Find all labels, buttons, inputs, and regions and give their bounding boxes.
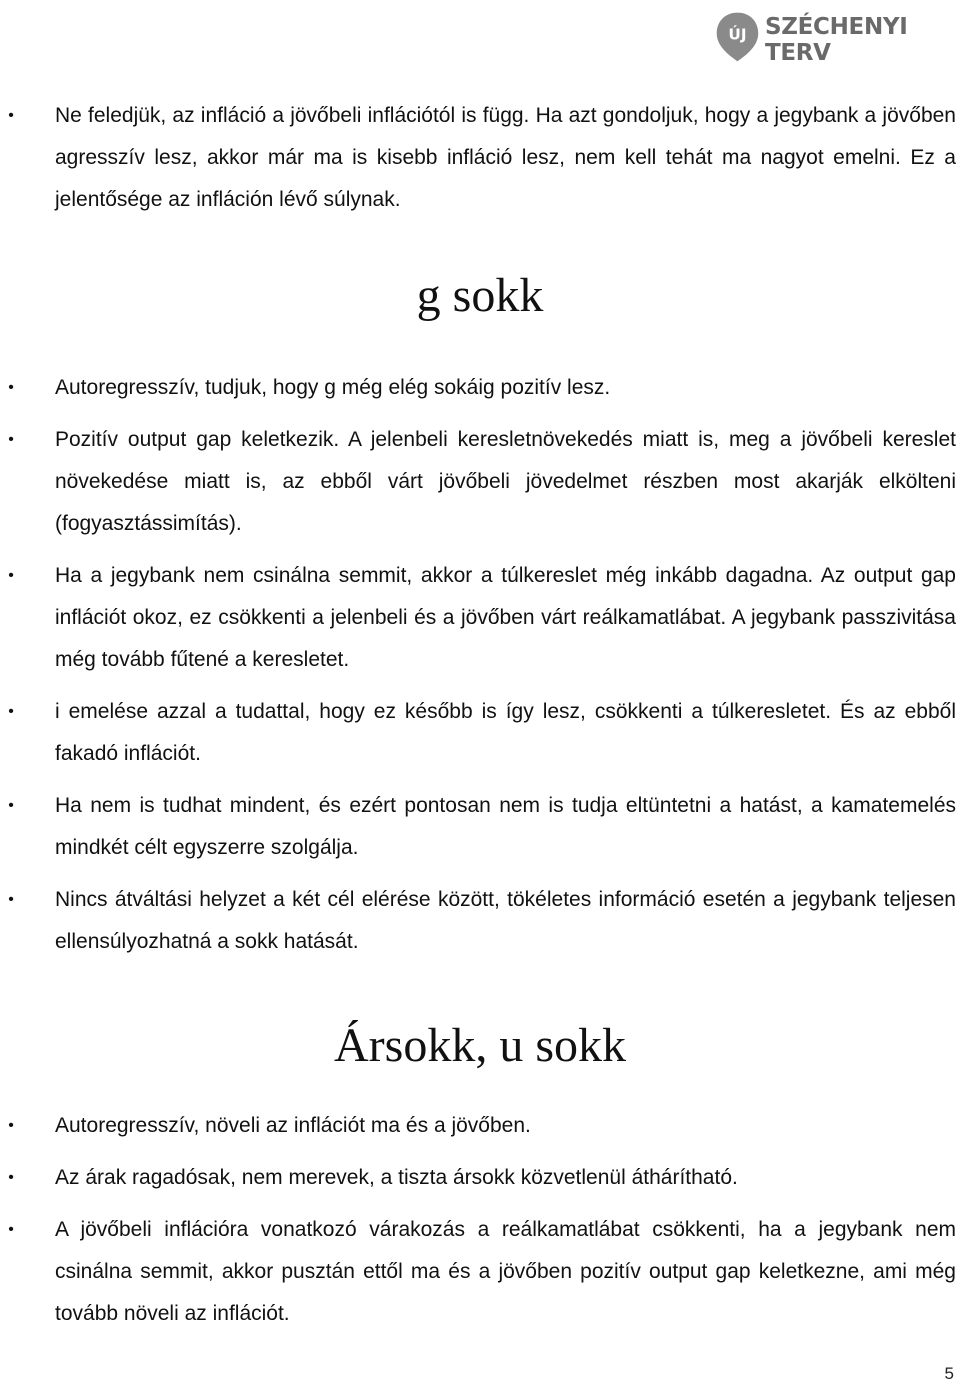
bullet-text: Ha nem is tudhat mindent, és ezért pontosan nem is tudja eltüntetni a hatást, a kamatemelés mindkét célt egyszerre szolgálja.: [55, 794, 956, 859]
list-item: [0, 785, 960, 869]
bullet-glyph: •: [8, 1169, 14, 1186]
list-item: [0, 691, 960, 775]
section-heading-g-sokk: g sokk: [416, 269, 544, 322]
bullet-text: Nincs átváltási helyzet a két cél elérése között, tökéletes információ esetén a jegybank teljesen ellensúlyozhatná a sokk hatását.: [55, 888, 956, 953]
bullet-text: Ha a jegybank nem csinálna semmit, akkor a túlkereslet még inkább dagadna. Az output gap inflációt okoz, ez csökkenti a jelenbeli és a jövőben várt reálkamatlábat. A jegybank passzivitása még tovább fűtené a keresletet.: [55, 564, 956, 671]
list-item: [0, 95, 960, 221]
arsokk-bullet-list: [0, 1105, 960, 1335]
uj-emblem-icon: [714, 8, 761, 66]
section-heading-arsokk: Ársokk, u sokk: [333, 1019, 626, 1072]
logo-text: SZÉCHENYI TERV: [764, 14, 908, 66]
g-sokk-bullet-list: [0, 367, 960, 963]
bullet-text: A jövőbeli inflációra vonatkozó várakozás a reálkamatlábat csökkenti, ha a jegybank nem csinálna semmit, akkor pusztán ettől ma és a jövőben pozitív output gap keletkezne, ami még tovább növeli az inflációt.: [55, 1218, 956, 1325]
list-item: [0, 367, 960, 409]
list-item: [0, 1157, 960, 1199]
emblem-text: ÚJ: [728, 25, 747, 44]
bullet-text: Autoregresszív, tudjuk, hogy g még elég sokáig pozitív lesz.: [55, 376, 611, 399]
bullet-glyph: •: [8, 1221, 14, 1238]
list-item: [0, 419, 960, 545]
bullet-text: Ne feledjük, az infláció a jövőbeli inflációtól is függ. Ha azt gondoljuk, hogy a jegybank a jövőben agresszív lesz, akkor már ma is kisebb infláció lesz, nem kell tehát ma nagyot emelni. Ez a jelentősége az infláción lévő súlynak.: [55, 104, 956, 211]
bullet-text: Autoregresszív, növeli az inflációt ma és a jövőben.: [55, 1114, 531, 1137]
bullet-glyph: •: [8, 1117, 14, 1134]
bullet-glyph: •: [8, 431, 14, 448]
bullet-text: Az árak ragadósak, nem merevek, a tiszta ársokk közvetlenül áthárítható.: [55, 1166, 738, 1189]
list-item: [0, 555, 960, 681]
szechenyi-terv-logo: [710, 0, 960, 78]
bullet-glyph: •: [8, 797, 14, 814]
bullet-glyph: •: [8, 703, 14, 720]
bullet-text: Pozitív output gap keletkezik. A jelenbeli keresletnövekedés miatt is, meg a jövőbeli kereslet növekedése miatt is, az ebből várt jövőbeli jövedelmet részben most akarják elkölteni (fogyasztássimítás).: [55, 428, 956, 535]
page-number: 5: [944, 1364, 954, 1383]
list-item: [0, 1209, 960, 1335]
bullet-glyph: •: [8, 379, 14, 396]
bullet-glyph: •: [8, 107, 14, 124]
bullet-glyph: •: [8, 891, 14, 908]
bullet-glyph: •: [8, 567, 14, 584]
intro-bullet-list: [0, 95, 960, 221]
bullet-text: i emelése azzal a tudattal, hogy ez később is így lesz, csökkenti a túlkeresletet. És az ebből fakadó inflációt.: [55, 700, 956, 765]
list-item: [0, 879, 960, 963]
list-item: [0, 1105, 960, 1147]
